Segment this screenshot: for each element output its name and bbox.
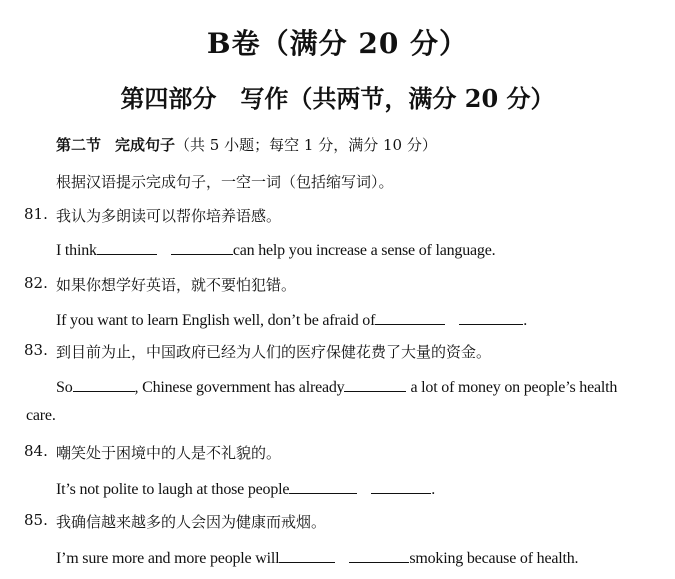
section-label: 第二节: [56, 136, 102, 154]
section-name: 完成句子: [115, 136, 176, 154]
answer-blank[interactable]: [289, 479, 357, 494]
sentence-end: .: [523, 312, 528, 329]
question-number: 81.: [24, 205, 48, 223]
answer-blank[interactable]: [279, 548, 335, 563]
sentence-middle: , Chinese government has already: [134, 379, 345, 396]
answer-blank[interactable]: [344, 377, 406, 392]
question-number: 84.: [24, 442, 48, 460]
question-english-sentence: [56, 377, 617, 397]
sentence-start: I’m sure more and more people will: [56, 550, 280, 567]
question-chinese-prompt: 我确信越来越多的人会因为健康而戒烟。: [56, 513, 327, 531]
answer-blank[interactable]: [171, 240, 233, 255]
answer-blank[interactable]: [97, 240, 157, 255]
question-number: 82.: [24, 274, 48, 292]
question-number: 85.: [24, 511, 48, 529]
section-detail: （共 5 小题；每空 1 分，满分 10 分）: [175, 136, 437, 154]
question-number: 83.: [24, 341, 48, 359]
answer-blank[interactable]: [459, 310, 523, 325]
section-heading: [56, 134, 437, 155]
question-english-sentence: [56, 310, 527, 330]
sentence-start: So: [56, 379, 73, 396]
question-english-sentence: [56, 479, 435, 499]
sentence-end: can help you increase a sense of language.: [232, 242, 496, 259]
sentence-end: smoking because of health.: [409, 550, 579, 567]
sentence-end: .: [431, 481, 436, 498]
question-chinese-prompt: 我认为多朗读可以帮你培养语感。: [56, 207, 282, 225]
sentence-start: If you want to learn English well, don’t be afraid of: [56, 312, 376, 329]
question-chinese-prompt: 到目前为止，中国政府已经为人们的医疗保健花费了大量的资金。: [56, 343, 492, 361]
section-instruction: 根据汉语提示完成句子，一空一词（包括缩写词）。: [56, 173, 394, 191]
answer-blank[interactable]: [349, 548, 409, 563]
paper-title: B卷（满分 20 分）: [206, 27, 469, 60]
answer-blank[interactable]: [371, 479, 431, 494]
sentence-end: a lot of money on people’s health: [410, 379, 618, 396]
question-english-sentence: [56, 240, 495, 260]
part-title: 第四部分 写作（共两节，满分 20 分）: [120, 84, 555, 113]
question-chinese-prompt: 嘲笑处于困境中的人是不礼貌的。: [56, 444, 282, 462]
answer-blank[interactable]: [375, 310, 445, 325]
question-english-sentence: [56, 548, 578, 568]
question-chinese-prompt: 如果你想学好英语，就不要怕犯错。: [56, 276, 297, 294]
sentence-start: I think: [56, 242, 97, 259]
answer-blank[interactable]: [73, 377, 135, 392]
sentence-start: It’s not polite to laugh at those people: [56, 481, 290, 498]
sentence-continuation: care.: [26, 407, 56, 424]
